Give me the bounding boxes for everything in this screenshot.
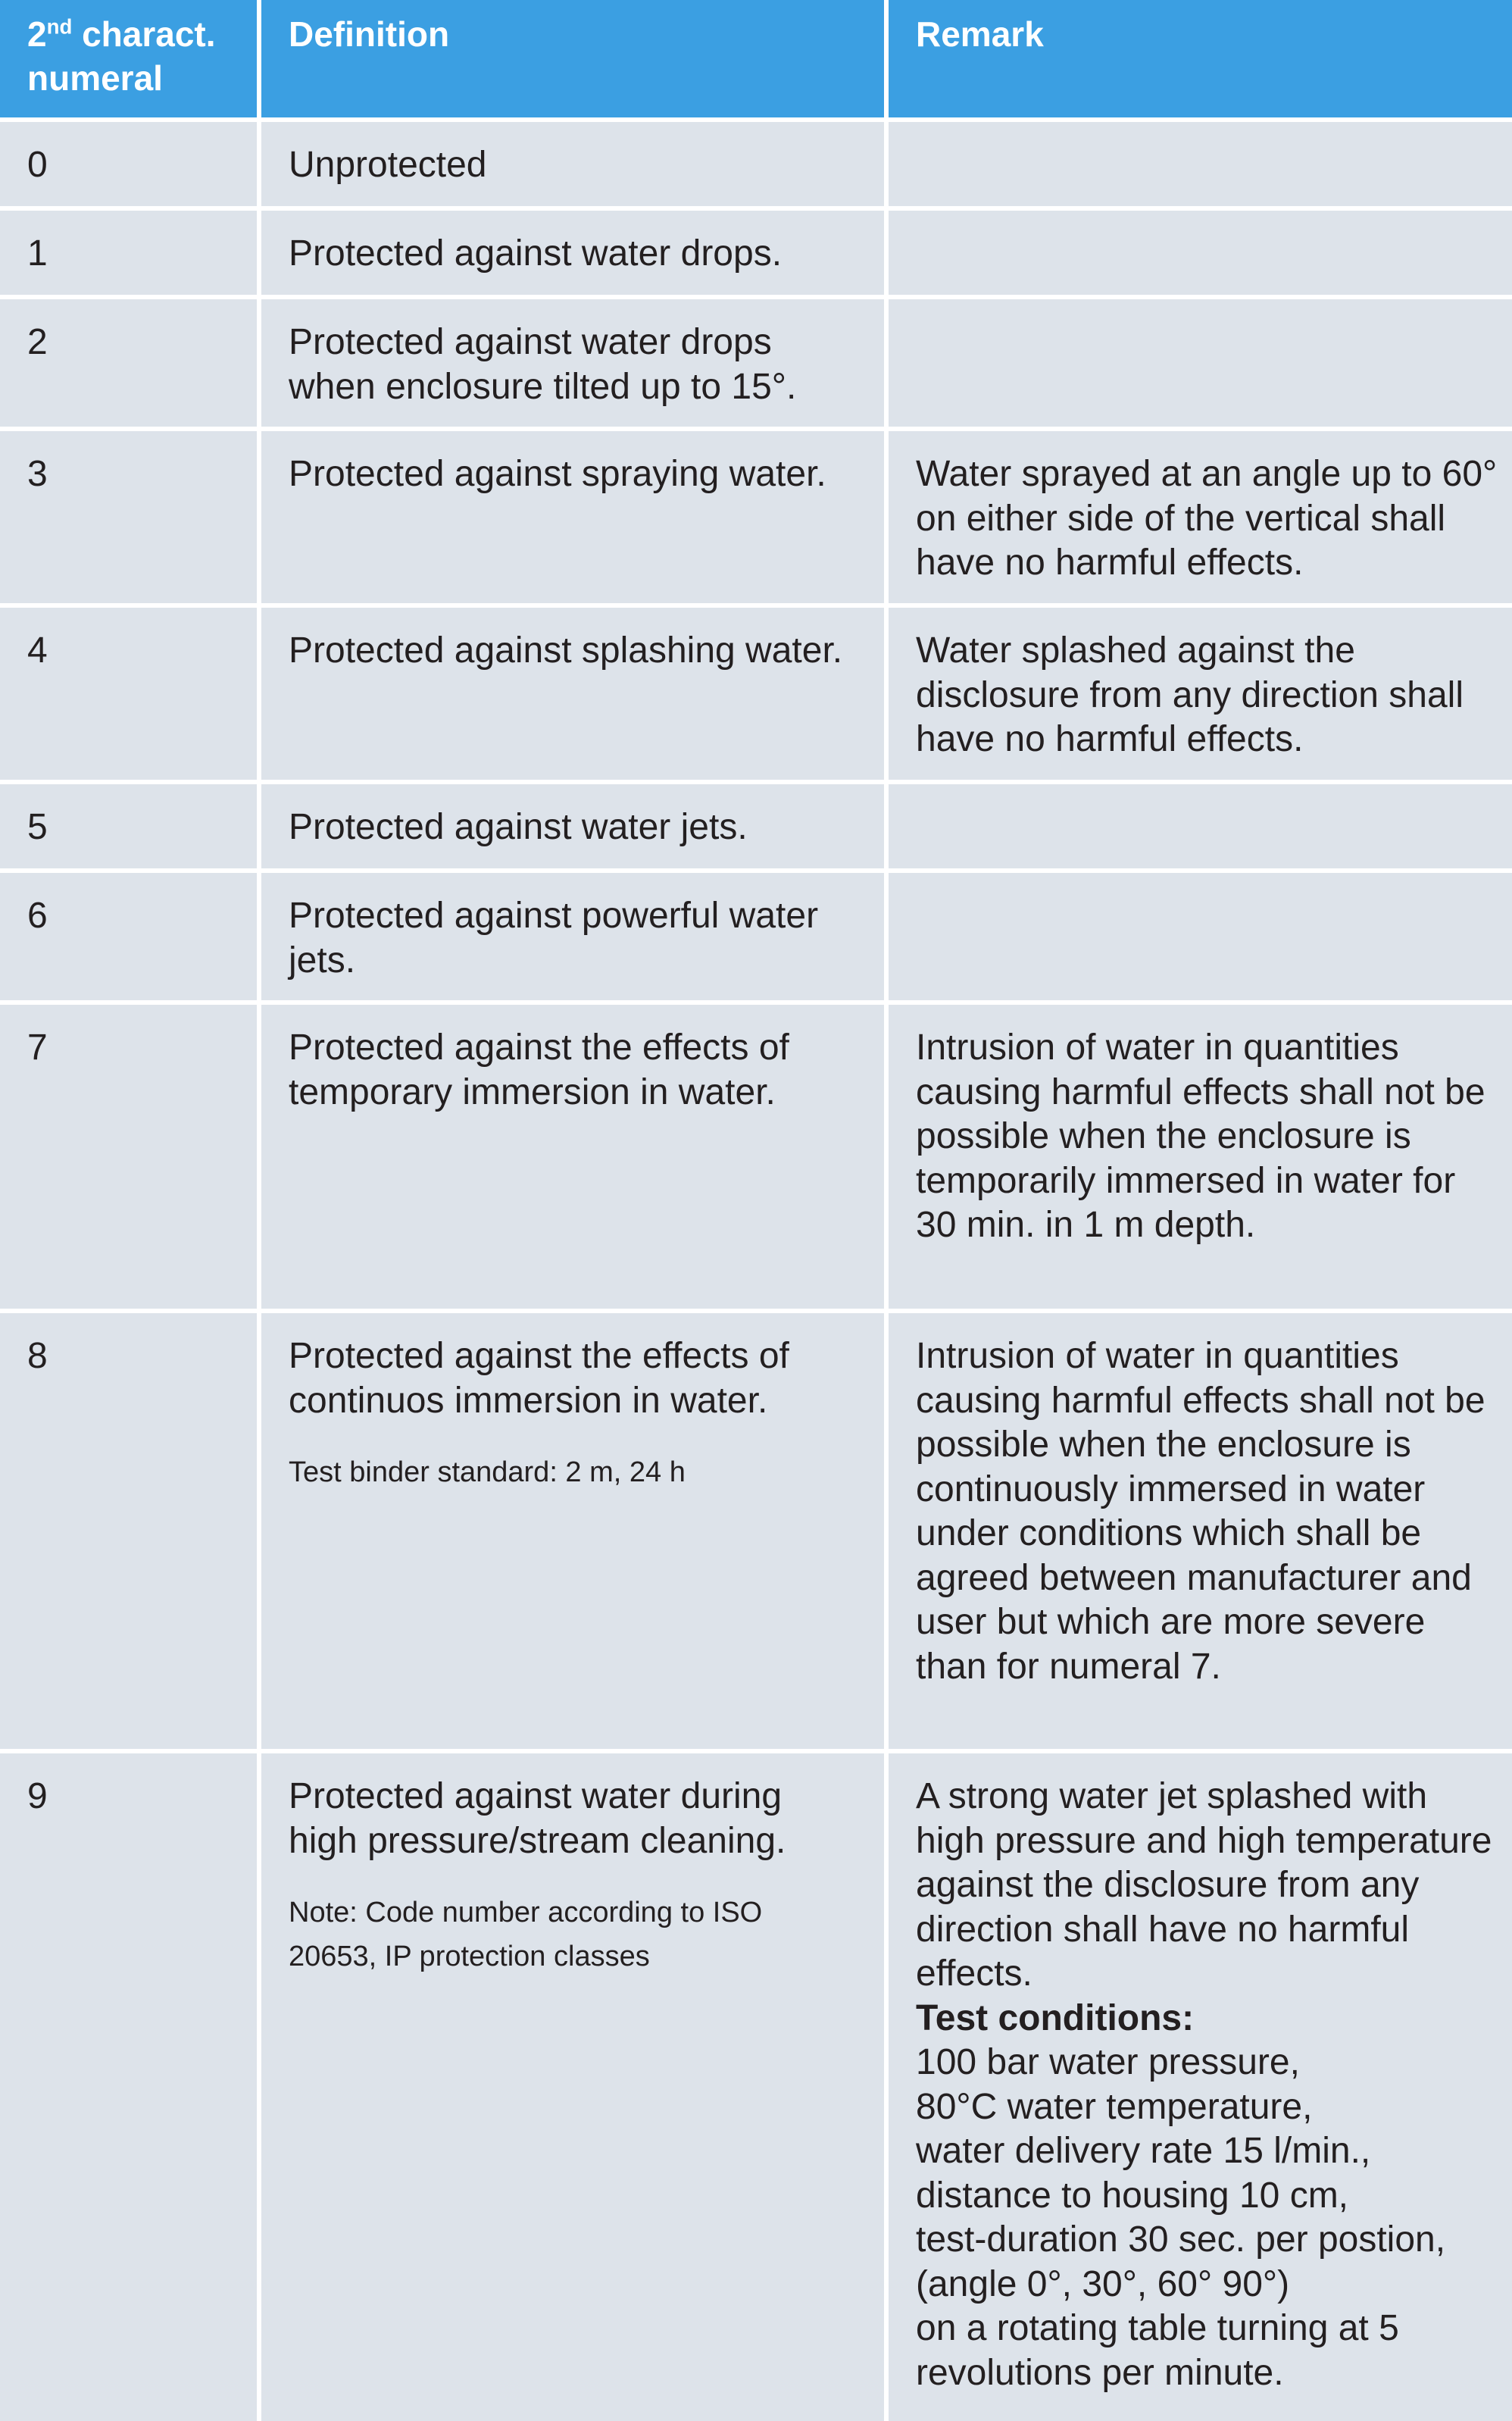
remark-cell: Water splashed against the disclosure from any direction shall have no harmful effects. (886, 605, 1512, 782)
header-numeral (0, 0, 259, 120)
table-row (0, 429, 1512, 605)
definition-cell: Protected against water jets. (259, 782, 886, 871)
table-row (0, 1002, 1512, 1311)
remark-line: water delivery rate 15 l/min., (916, 2131, 1371, 2171)
numeral-cell: 8 (0, 1311, 259, 1751)
header-definition: Definition (259, 0, 886, 120)
table-row (0, 208, 1512, 297)
definition-cell: Protected against spraying water. (259, 429, 886, 605)
table-row (0, 1751, 1512, 2421)
definition-text: Protected against the effects of continuos immersion in water. (289, 1336, 789, 1421)
definition-cell (259, 1751, 886, 2421)
definition-cell: Protected against the effects of temporary immersion in water. (259, 1002, 886, 1311)
remark-cell: Water sprayed at an angle up to 60° on either side of the vertical shall have no harmful effects. (886, 429, 1512, 605)
remark-cell (886, 120, 1512, 208)
header-numeral-sup: nd (46, 14, 73, 39)
definition-cell: Protected against water drops. (259, 208, 886, 297)
header-numeral-rest: charact. (72, 14, 216, 54)
remark-cell (886, 1751, 1512, 2421)
remark-line: distance to housing 10 cm, (916, 2175, 1349, 2216)
definition-cell (259, 1311, 886, 1751)
remark-line: on a rotating table turning at 5 revolutions per minute. (916, 2308, 1399, 2393)
remark-cell (886, 871, 1512, 1002)
remark-line: (angle 0°, 30°, 60° 90°) (916, 2263, 1290, 2304)
definition-note: Test binder standard: 2 m, 24 h (289, 1456, 686, 1488)
numeral-cell: 7 (0, 1002, 259, 1311)
numeral-cell: 6 (0, 871, 259, 1002)
header-numeral-number: 2 (27, 14, 47, 54)
header-numeral-line2: numeral (27, 58, 163, 98)
table-row (0, 605, 1512, 782)
table-row (0, 120, 1512, 208)
numeral-cell: 1 (0, 208, 259, 297)
remark-line: 80°C water temperature, (916, 2086, 1313, 2127)
remark-heading: Test conditions: (916, 1997, 1195, 2038)
numeral-cell: 2 (0, 297, 259, 429)
remark-cell (886, 208, 1512, 297)
definition-cell: Protected against splashing water. (259, 605, 886, 782)
table-header (0, 0, 1512, 120)
numeral-cell: 5 (0, 782, 259, 871)
numeral-cell: 4 (0, 605, 259, 782)
header-row (0, 0, 1512, 120)
remark-line: test-duration 30 sec. per postion, (916, 2219, 1446, 2260)
definition-note: Note: Code number according to ISO 20653, IP protection classes (289, 1897, 763, 1972)
definition-text: Protected against water during high pressure/stream cleaning. (289, 1776, 786, 1861)
remark-cell (886, 297, 1512, 429)
remark-cell (886, 782, 1512, 871)
numeral-cell: 9 (0, 1751, 259, 2421)
table-row (0, 782, 1512, 871)
numeral-cell: 0 (0, 120, 259, 208)
header-remark: Remark (886, 0, 1512, 120)
table-row (0, 1311, 1512, 1751)
definition-cell: Protected against powerful water jets. (259, 871, 886, 1002)
table-row (0, 871, 1512, 1002)
remark-cell: Intrusion of water in quantities causing harmful effects shall not be possible when the enclosure is temporarily immersed in water for 30 min. in 1 m depth. (886, 1002, 1512, 1311)
numeral-cell: 3 (0, 429, 259, 605)
table-body (0, 120, 1512, 2421)
remark-line: 100 bar water pressure, (916, 2042, 1300, 2082)
definition-cell: Protected against water drops when enclosure tilted up to 15°. (259, 297, 886, 429)
remark-text: A strong water jet splashed with high pressure and high temperature against the disclosure from any direction shall have no harmful effects. (916, 1776, 1492, 1994)
definition-cell: Unprotected (259, 120, 886, 208)
remark-cell: Intrusion of water in quantities causing harmful effects shall not be possible when the enclosure is continuously immersed in water under conditions which shall be agreed between manufacturer and user but which are more severe than for numeral 7. (886, 1311, 1512, 1751)
table-row (0, 297, 1512, 429)
